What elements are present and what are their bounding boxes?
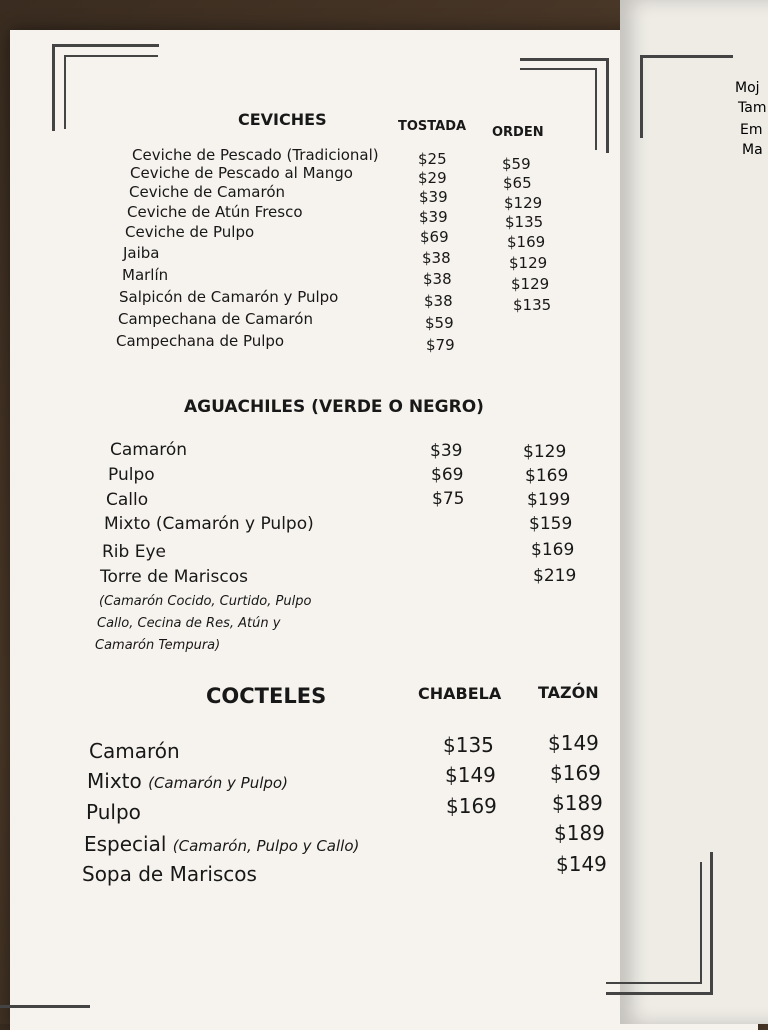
column-header-tazon: TAZÓN bbox=[538, 683, 599, 702]
ceviche-item-tostada: $29 bbox=[418, 169, 447, 187]
coctel-item-tazon: $189 bbox=[552, 791, 603, 815]
coctel-item-chabela: $169 bbox=[446, 794, 497, 818]
right-page-text-4: Ma bbox=[742, 142, 763, 158]
ceviche-item-tostada: $69 bbox=[420, 228, 449, 246]
aguachile-item-orden: $159 bbox=[529, 514, 573, 534]
aguachile-item-name: Mixto (Camarón y Pulpo) bbox=[104, 514, 314, 534]
ceviche-item-name: Marlín bbox=[122, 266, 169, 284]
coctel-item-detail: (Camarón y Pulpo) bbox=[148, 774, 288, 792]
column-header-chabela: CHABELA bbox=[418, 684, 502, 703]
coctel-item bbox=[87, 769, 288, 793]
column-header-tostada: TOSTADA bbox=[398, 119, 467, 134]
aguachile-item-name: Camarón bbox=[110, 440, 188, 460]
aguachile-item-orden: $169 bbox=[531, 540, 575, 560]
ceviche-item-name: Ceviche de Atún Fresco bbox=[127, 203, 303, 221]
section-title-cocteles: COCTELES bbox=[206, 684, 327, 708]
ceviche-item-name: Campechana de Camarón bbox=[118, 310, 313, 328]
ceviche-item-orden: $129 bbox=[511, 275, 550, 293]
coctel-item bbox=[86, 800, 141, 824]
ceviche-item-tostada: $38 bbox=[422, 249, 451, 267]
coctel-item-name: Pulpo bbox=[86, 800, 141, 824]
aguachile-item-name: Callo bbox=[106, 490, 149, 510]
right-page-text-2: Tam bbox=[738, 100, 767, 116]
ceviche-item-name: Campechana de Pulpo bbox=[116, 332, 285, 350]
coctel-item-chabela: $149 bbox=[445, 763, 496, 787]
ceviche-item-tostada: $25 bbox=[418, 150, 447, 168]
section-title-aguachiles: AGUACHILES (VERDE O NEGRO) bbox=[184, 397, 484, 417]
ceviche-item-name: Ceviche de Camarón bbox=[129, 183, 286, 201]
ceviche-item-tostada: $79 bbox=[426, 336, 455, 354]
coctel-item bbox=[82, 862, 257, 886]
aguachile-item-orden: $129 bbox=[523, 442, 567, 462]
ceviche-item-tostada: $38 bbox=[423, 270, 452, 288]
ceviche-item-orden: $169 bbox=[507, 233, 546, 251]
ceviche-item-tostada: $59 bbox=[425, 314, 454, 332]
ceviche-item-orden: $135 bbox=[513, 296, 552, 314]
ceviche-item-tostada: $39 bbox=[419, 188, 448, 206]
ceviche-item-name: Ceviche de Pulpo bbox=[125, 223, 255, 241]
ceviche-item-name: Ceviche de Pescado al Mango bbox=[130, 164, 353, 182]
torre-note-line: Camarón Tempura) bbox=[95, 638, 221, 653]
coctel-item bbox=[89, 739, 180, 763]
torre-note-line: (Camarón Cocido, Curtido, Pulpo bbox=[99, 594, 312, 609]
ceviche-item-orden: $65 bbox=[503, 174, 532, 192]
aguachile-item-tostada: $69 bbox=[431, 465, 464, 485]
aguachile-item-tostada: $39 bbox=[430, 441, 463, 461]
coctel-item-name: Mixto bbox=[87, 769, 142, 793]
aguachile-item-name: Torre de Mariscos bbox=[100, 567, 248, 587]
ceviche-item-orden: $129 bbox=[504, 194, 543, 212]
aguachile-item-orden: $199 bbox=[527, 490, 571, 510]
coctel-item-tazon: $169 bbox=[550, 761, 601, 785]
coctel-item-name: Especial bbox=[84, 832, 167, 856]
coctel-item-name: Sopa de Mariscos bbox=[82, 862, 257, 886]
right-page-text-1: Moj bbox=[735, 80, 760, 96]
coctel-item-name: Camarón bbox=[89, 739, 180, 763]
ceviche-item-orden: $59 bbox=[502, 155, 531, 173]
ceviche-item-orden: $129 bbox=[509, 254, 548, 272]
column-header-orden: ORDEN bbox=[492, 125, 544, 140]
ceviche-item-tostada: $38 bbox=[424, 292, 453, 310]
ceviche-item-name: Salpicón de Camarón y Pulpo bbox=[119, 288, 339, 306]
ceviche-item-name: Jaiba bbox=[123, 244, 160, 262]
aguachile-item-orden: $219 bbox=[533, 566, 577, 586]
ceviche-item-tostada: $39 bbox=[419, 208, 448, 226]
aguachile-item-orden: $169 bbox=[525, 466, 569, 486]
torre-note-line: Callo, Cecina de Res, Atún y bbox=[97, 616, 281, 631]
coctel-item-tazon: $149 bbox=[556, 852, 607, 876]
aguachile-item-name: Pulpo bbox=[108, 465, 155, 485]
coctel-item-chabela: $135 bbox=[443, 733, 494, 757]
ceviche-item-name: Ceviche de Pescado (Tradicional) bbox=[132, 146, 379, 164]
aguachile-item-name: Rib Eye bbox=[102, 542, 166, 562]
section-title-ceviches: CEVICHES bbox=[238, 110, 327, 129]
coctel-item-tazon: $149 bbox=[548, 731, 599, 755]
right-page-text-3: Em bbox=[740, 122, 763, 138]
ceviche-item-orden: $135 bbox=[505, 213, 544, 231]
coctel-item-tazon: $189 bbox=[554, 821, 605, 845]
aguachile-item-tostada: $75 bbox=[432, 489, 465, 509]
coctel-item-detail: (Camarón, Pulpo y Callo) bbox=[172, 837, 360, 855]
coctel-item bbox=[84, 832, 359, 856]
